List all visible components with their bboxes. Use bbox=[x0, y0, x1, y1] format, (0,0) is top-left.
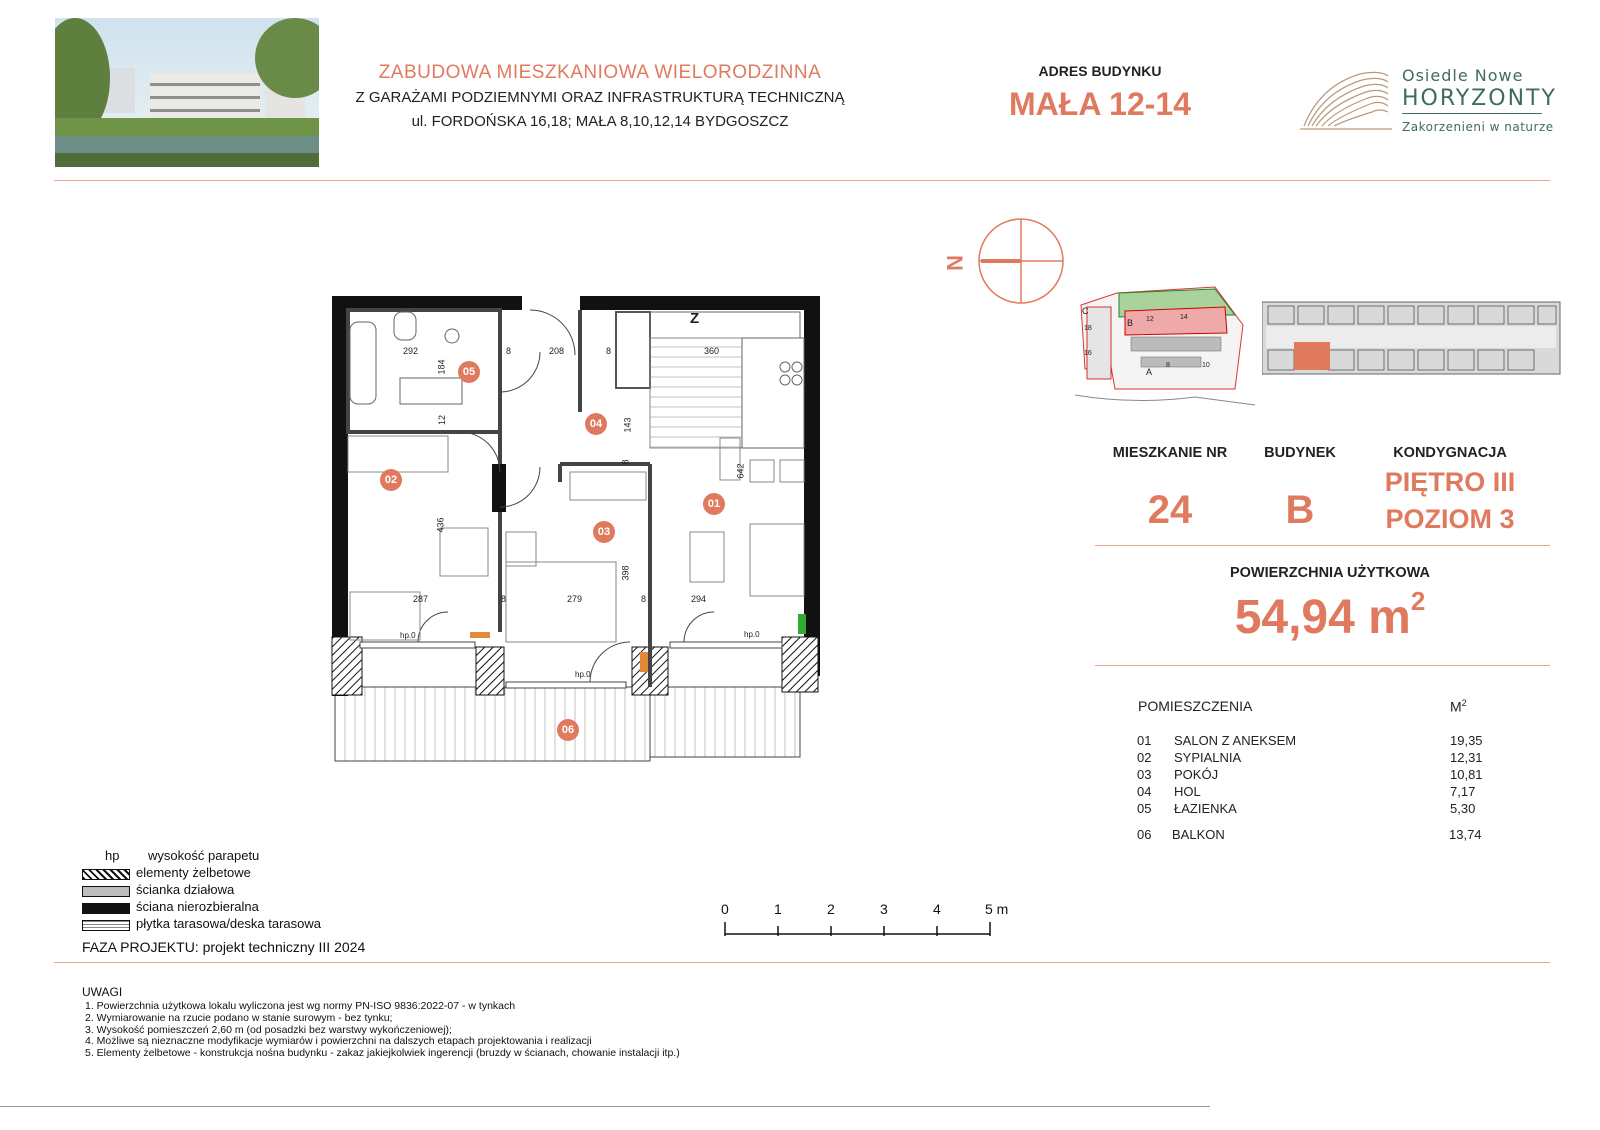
room-area: 13,74 bbox=[1449, 827, 1482, 842]
room-no: 04 bbox=[1137, 784, 1152, 799]
floor-value-2: POZIOM 3 bbox=[1385, 504, 1515, 534]
legend-item: ścianka działowa bbox=[136, 882, 235, 897]
room-tag-03: 03 bbox=[593, 521, 615, 543]
room-area: 10,81 bbox=[1450, 767, 1483, 782]
dimension-label: 360 bbox=[704, 346, 720, 356]
scale-label: 1 bbox=[774, 901, 782, 917]
room-area: 19,35 bbox=[1450, 733, 1483, 748]
legend-hp-desc: wysokość parapetu bbox=[148, 848, 260, 863]
dimension-label: 294 bbox=[691, 594, 707, 604]
room-tag-01: 01 bbox=[703, 493, 725, 515]
dimension-label: 642 bbox=[735, 463, 746, 479]
project-title: ZABUDOWA MIESZKANIOWA WIELORODZINNA bbox=[378, 62, 822, 83]
scale-label: 3 bbox=[880, 901, 888, 917]
rooms-header: POMIESZCZENIA bbox=[1138, 698, 1253, 714]
rooms-unit bbox=[1450, 698, 1467, 715]
area-label: POWIERZCHNIA UŻYTKOWA bbox=[1229, 565, 1431, 581]
floor-plan bbox=[330, 292, 830, 777]
dimension-label: 436 bbox=[435, 517, 446, 533]
project-subtitle: Z GARAŻAMI PODZIEMNYMI ORAZ INFRASTRUKTURĄ TECHNICZNĄ bbox=[355, 89, 845, 106]
room-name: BALKON bbox=[1172, 827, 1225, 842]
room-name: SALON Z ANEKSEM bbox=[1174, 733, 1297, 748]
logo-line-2: HORYZONTY bbox=[1402, 86, 1557, 111]
dimension-label: 287 bbox=[413, 594, 429, 604]
dimension-label: 12 bbox=[437, 414, 448, 426]
logo-divider bbox=[1402, 113, 1542, 114]
site-label-14: 14 bbox=[1180, 314, 1188, 321]
site-label-12: 12 bbox=[1146, 316, 1154, 323]
dimension-label: 8 bbox=[620, 459, 631, 465]
dimension-label: 208 bbox=[549, 346, 565, 356]
legend-swatch-concrete bbox=[82, 869, 130, 880]
scale-label: 4 bbox=[933, 901, 941, 917]
z-label: Z bbox=[690, 310, 700, 327]
apartment-number: 24 bbox=[1147, 488, 1193, 532]
room-area: 12,31 bbox=[1450, 750, 1483, 765]
logo-tree-icon bbox=[1300, 66, 1392, 137]
key-plan bbox=[1262, 298, 1562, 383]
dimension-label: 8 bbox=[641, 594, 647, 604]
legend-swatch-deck bbox=[82, 920, 130, 931]
room-area: 5,30 bbox=[1450, 801, 1476, 816]
parapet-label: hp.0 bbox=[575, 670, 591, 679]
project-address: ul. FORDOŃSKA 16,18; MAŁA 8,10,12,14 BYDGOSZCZ bbox=[411, 113, 789, 130]
site-label-b: B bbox=[1127, 318, 1134, 328]
site-label-10: 10 bbox=[1202, 362, 1210, 369]
room-no: 06 bbox=[1137, 827, 1152, 842]
site-label-18: 18 bbox=[1084, 325, 1092, 332]
area-number: 54,94 m bbox=[1234, 591, 1411, 644]
legend-item: elementy żelbetowe bbox=[136, 865, 251, 880]
legend-swatch-loadbearing bbox=[82, 903, 130, 914]
scale-bar bbox=[722, 920, 994, 945]
room-tag-02: 02 bbox=[380, 469, 402, 491]
apartment-label: MIESZKANIE NR bbox=[1112, 445, 1228, 461]
area-unit-sup: 2 bbox=[1410, 586, 1426, 616]
note-item: 4. Możliwe są nieznaczne modyfikacje wymiarów i powierzchni na dalszych etapach projektowania i realizacji bbox=[85, 1035, 592, 1047]
room-no: 05 bbox=[1137, 801, 1152, 816]
parapet-label: hp.0 bbox=[744, 630, 760, 639]
room-no: 02 bbox=[1137, 750, 1152, 765]
address-label: ADRES BUDYNKU bbox=[1038, 63, 1162, 79]
dimension-label: 292 bbox=[403, 346, 419, 356]
room-name: SYPIALNIA bbox=[1174, 750, 1242, 765]
room-tag-06: 06 bbox=[557, 719, 579, 741]
dimension-label: 398 bbox=[620, 565, 631, 581]
rooms-unit-sup: 2 bbox=[1461, 698, 1467, 708]
site-label-8: 8 bbox=[1166, 362, 1170, 369]
note-item: 3. Wysokość pomieszczeń 2,60 m (od posadzki bez warstwy wykończeniowej); bbox=[85, 1024, 452, 1036]
logo-line-1: Osiedle Nowe bbox=[1402, 66, 1524, 85]
dimension-label: 279 bbox=[567, 594, 583, 604]
info-divider-1 bbox=[1095, 545, 1550, 546]
room-tag-04: 04 bbox=[585, 413, 607, 435]
project-phase: FAZA PROJEKTU: projekt techniczny III 2024 bbox=[82, 939, 366, 955]
site-label-a: A bbox=[1146, 367, 1153, 377]
room-area: 7,17 bbox=[1450, 784, 1476, 799]
building-label: BUDYNEK bbox=[1264, 445, 1336, 461]
note-item: 5. Elementy żelbetowe - konstrukcja nośna budynku - zakaz jakiejkolwiek ingerencji (bruzdy w ścianach, chowanie instalacji itp.) bbox=[85, 1047, 680, 1059]
parapet-label: hp.0 bbox=[400, 631, 416, 640]
legend-hp-abbr: hp bbox=[105, 848, 120, 863]
room-no: 01 bbox=[1137, 733, 1152, 748]
dimension-label: 8 bbox=[501, 594, 507, 604]
room-name: HOL bbox=[1174, 784, 1201, 799]
page-bottom-rule bbox=[0, 1106, 1210, 1107]
note-item: 2. Wymiarowanie na rzucie podano w stanie surowym - bez tynku; bbox=[85, 1012, 393, 1024]
dimension-label: 143 bbox=[622, 417, 633, 433]
area-value bbox=[1140, 586, 1520, 645]
legend-swatch-partition bbox=[82, 886, 130, 897]
dimension-label: 8 bbox=[506, 346, 512, 356]
dimension-label: 184 bbox=[436, 359, 447, 375]
room-no: 03 bbox=[1137, 767, 1152, 782]
room-name: POKÓJ bbox=[1174, 767, 1219, 782]
dimension-label: 8 bbox=[606, 346, 612, 356]
info-divider-2 bbox=[1095, 665, 1550, 666]
scale-label: 5 m bbox=[985, 901, 1009, 917]
scale-label: 2 bbox=[827, 901, 835, 917]
legend-item: płytka tarasowa/deska tarasowa bbox=[136, 916, 321, 931]
scale-label: 0 bbox=[721, 901, 729, 917]
site-plan bbox=[1075, 285, 1255, 418]
legend-item: ściana nierozbieralna bbox=[136, 899, 259, 914]
notes-title: UWAGI bbox=[82, 985, 123, 999]
note-item: 1. Powierzchnia użytkowa lokalu wyliczona jest wg normy PN-ISO 9836:2022-07 - w tynkach bbox=[85, 1000, 516, 1012]
site-label-c: C bbox=[1082, 306, 1089, 316]
logo-line-3: Zakorzenieni w naturze bbox=[1402, 120, 1554, 134]
hero-image bbox=[55, 18, 319, 167]
floor-label: KONDYGNACJA bbox=[1393, 445, 1507, 461]
compass-n-label: N bbox=[941, 255, 967, 271]
address-value: MAŁA 12-14 bbox=[1009, 86, 1191, 122]
room-name: ŁAZIENKA bbox=[1174, 801, 1237, 816]
header-divider bbox=[54, 180, 1550, 181]
footer-divider bbox=[54, 962, 1550, 963]
room-tag-05: 05 bbox=[458, 361, 480, 383]
site-label-16: 16 bbox=[1084, 350, 1092, 357]
floor-value-1: PIĘTRO III bbox=[1384, 467, 1516, 497]
rooms-unit-m: M bbox=[1450, 698, 1462, 715]
building-value: B bbox=[1285, 488, 1315, 532]
